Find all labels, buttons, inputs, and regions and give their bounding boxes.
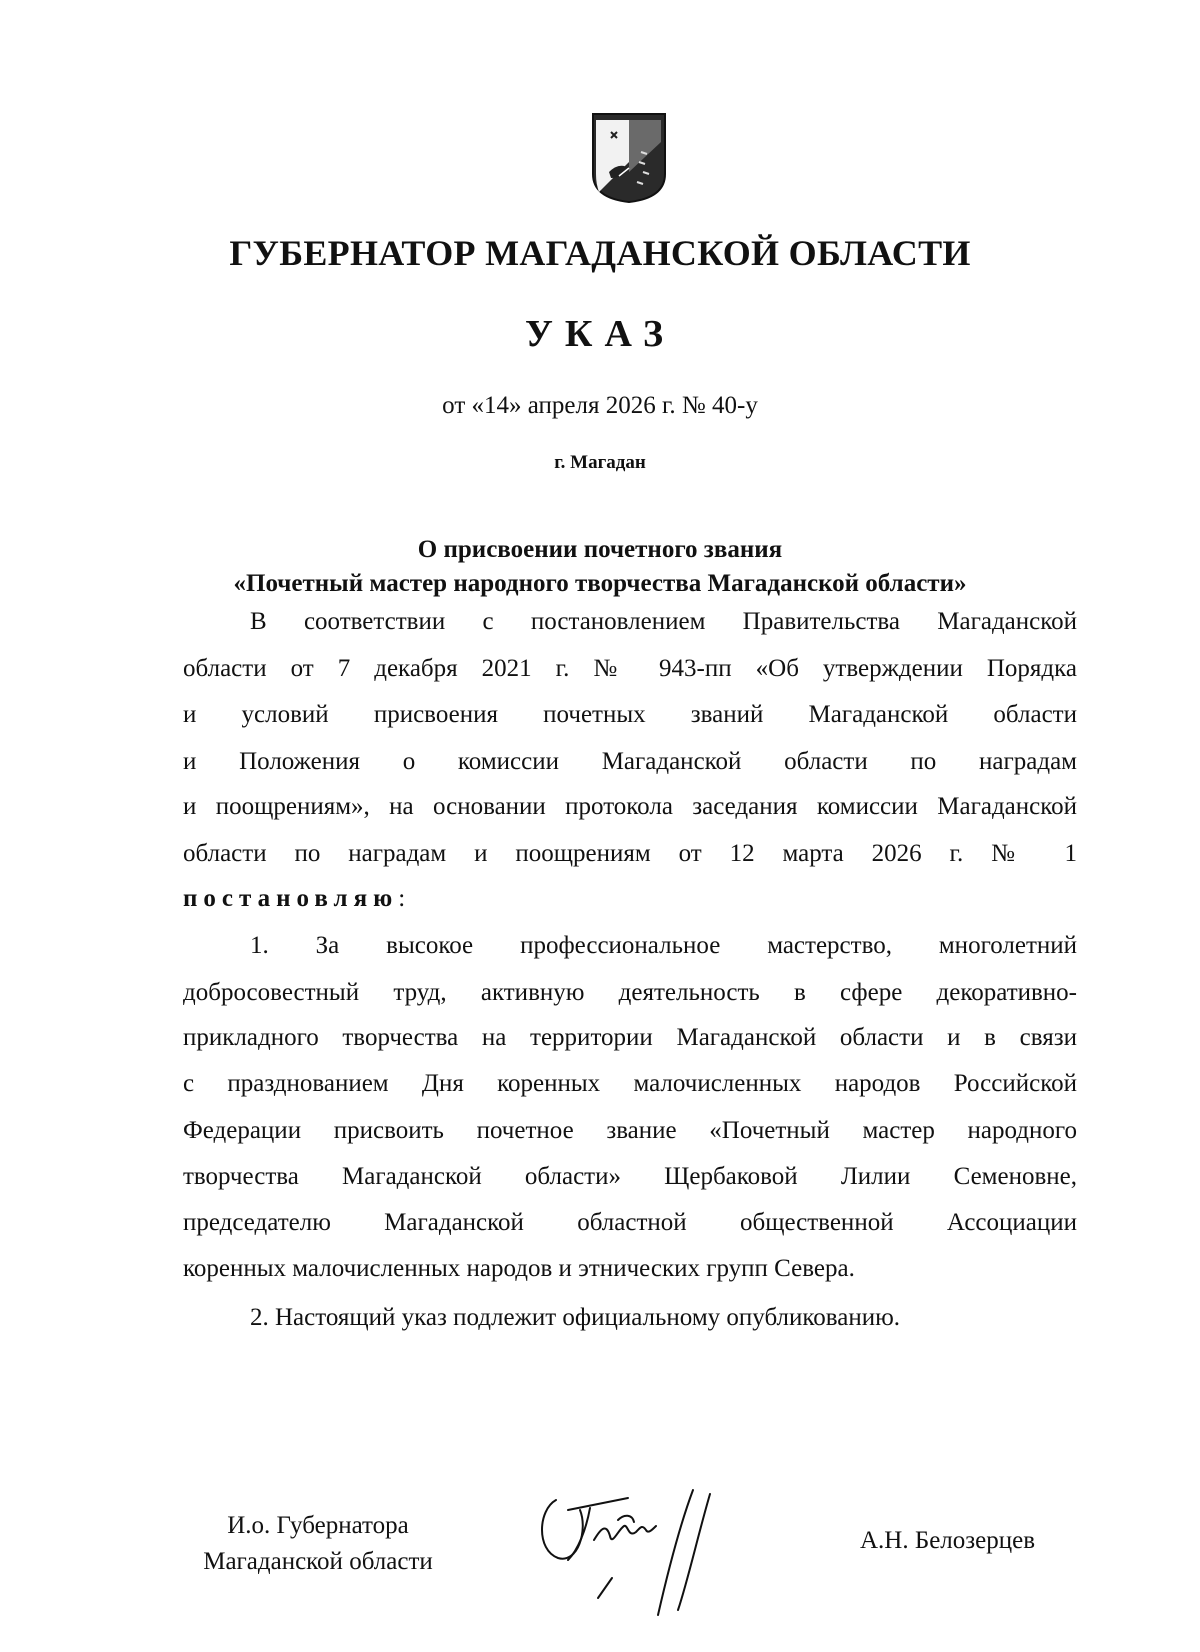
decree-word-line [183, 884, 1077, 914]
item-1-line: творчества Магаданской области» Щербаковой Лилии Семеновне, [183, 1163, 1077, 1190]
document-city: г. Магадан [554, 452, 646, 473]
decree-word: постановляю [183, 885, 399, 912]
coat-of-arms-icon [591, 112, 667, 204]
preamble-line: В соответствии с постановлением Правительства Магаданской [250, 608, 1077, 635]
signatory-position-line-1: И.о. Губернатора [227, 1512, 409, 1539]
item-1-line: с празднованием Дня коренных малочисленных народов Российской [183, 1070, 1077, 1097]
subject-line-2: «Почетный мастер народного творчества Магаданской области» [233, 570, 967, 597]
document-date-number: от «14» апреля 2026 г. № 40-у [442, 392, 758, 419]
organization-title: ГУБЕРНАТОР МАГАДАНСКОЙ ОБЛАСТИ [229, 233, 971, 273]
document-type: УКАЗ [525, 313, 675, 355]
subject-line-1: О присвоении почетного звания [417, 536, 783, 563]
item-1-line: 1. За высокое профессиональное мастерство, многолетний [250, 932, 1077, 959]
item-2-text: 2. Настоящий указ подлежит официальному опубликованию. [250, 1304, 901, 1331]
decree-colon: : [398, 885, 406, 912]
signatory-name: А.Н. Белозерцев [860, 1527, 1036, 1554]
item-1-line: коренных малочисленных народов и этнических групп Севера. [183, 1255, 855, 1282]
preamble-line: и Положения о комиссии Магаданской области по наградам [183, 748, 1077, 775]
signatory-position-line-2: Магаданской области [203, 1548, 433, 1575]
item-1-line: председателю Магаданской областной общественной Ассоциации [183, 1209, 1077, 1236]
preamble-line: и поощрениям», на основании протокола заседания комиссии Магаданской [183, 793, 1077, 820]
handwritten-signature-icon [528, 1480, 738, 1620]
signatory-position [188, 1508, 448, 1580]
item-1-line: Федерации присвоить почетное звание «Почетный мастер народного [183, 1117, 1077, 1144]
item-1-line: добросовестный труд, активную деятельность в сфере декоративно- [183, 979, 1077, 1006]
preamble-line: и условий присвоения почетных званий Магаданской области [183, 701, 1077, 728]
preamble-line: области по наградам и поощрениям от 12 марта 2026 г. № 1 [183, 840, 1077, 867]
preamble-line: области от 7 декабря 2021 г. № 943-пп «Об утверждении Порядка [183, 655, 1077, 682]
item-1-line: прикладного творчества на территории Магаданской области и в связи [183, 1024, 1077, 1051]
